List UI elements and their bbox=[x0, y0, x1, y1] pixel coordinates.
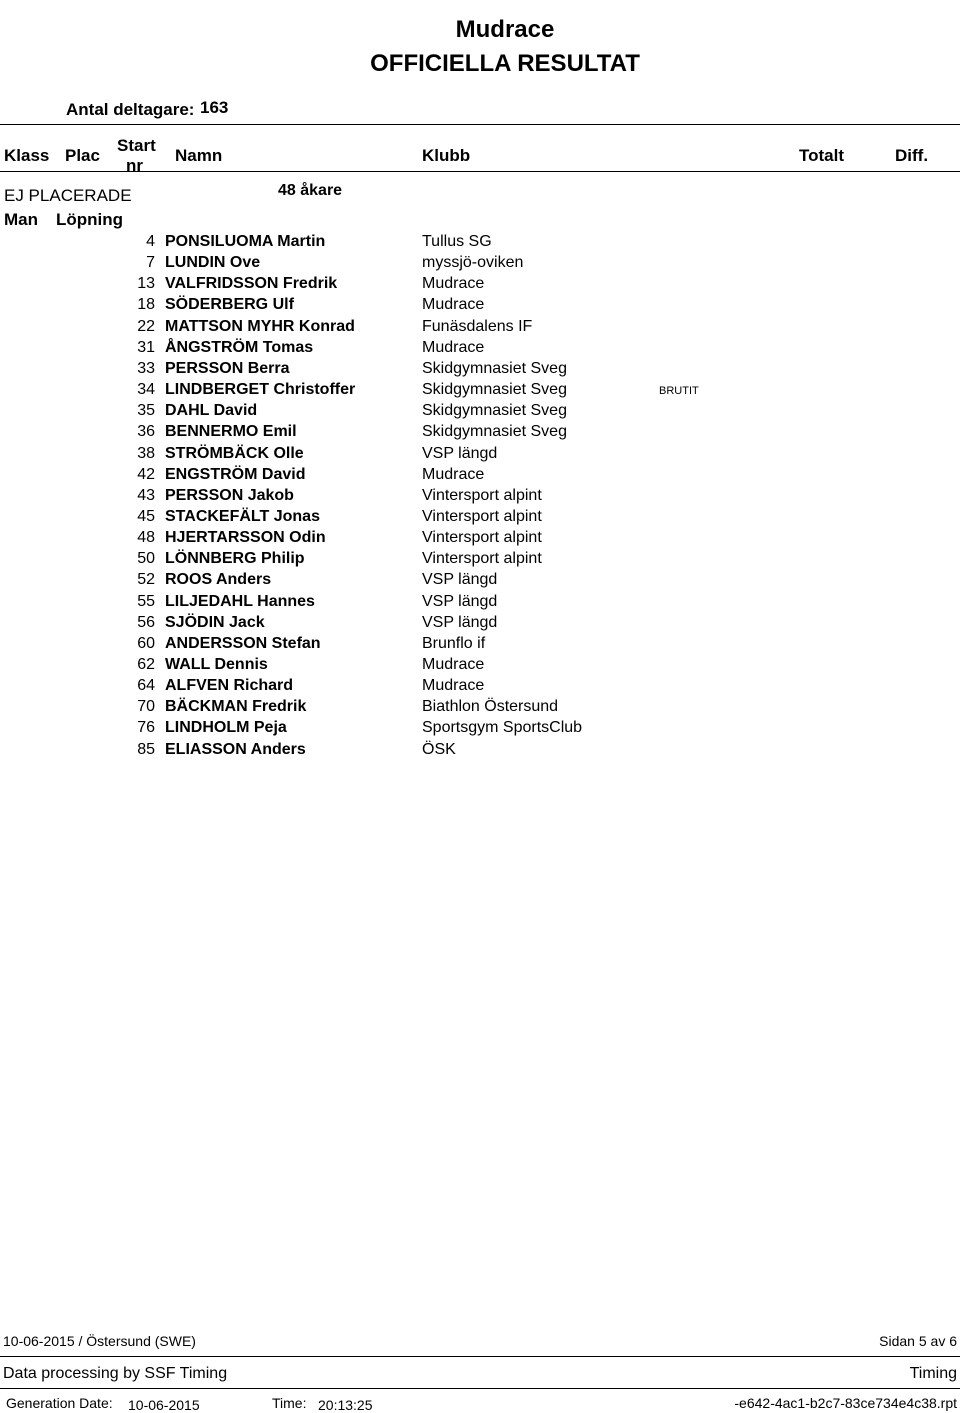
footer-rule-2 bbox=[0, 1388, 960, 1389]
club-name: VSP längd bbox=[422, 571, 498, 589]
athlete-name: ANDERSSON Stefan bbox=[165, 634, 321, 652]
col-start: Start bbox=[117, 136, 156, 155]
club-name: Mudrace bbox=[422, 275, 485, 293]
athlete-name: MATTSON MYHR Konrad bbox=[165, 317, 355, 335]
club-name: VSP längd bbox=[422, 592, 498, 610]
section-count: 48 åkare bbox=[278, 182, 343, 199]
start-nr: 18 bbox=[137, 296, 155, 314]
footer-page: Sidan 5 av 6 bbox=[879, 1333, 957, 1349]
start-nr: 85 bbox=[137, 740, 155, 758]
result-row bbox=[0, 318, 960, 339]
start-nr: 7 bbox=[146, 254, 155, 272]
club-name: Vintersport alpint bbox=[422, 529, 542, 547]
athlete-name: SJÖDIN Jack bbox=[165, 613, 265, 631]
result-row bbox=[0, 466, 960, 487]
result-row bbox=[0, 402, 960, 423]
start-nr: 33 bbox=[137, 359, 155, 377]
result-row bbox=[0, 508, 960, 529]
col-klubb: Klubb bbox=[422, 146, 471, 165]
participants-label: Antal deltagare: bbox=[66, 100, 195, 119]
participants-count: 163 bbox=[200, 98, 229, 117]
footer-file: -e642-4ac1-b2c7-83ce734e4c38.rpt bbox=[734, 1395, 957, 1411]
result-row bbox=[0, 529, 960, 550]
footer-time: 20:13:25 bbox=[318, 1397, 373, 1413]
athlete-name: PONSILUOMA Martin bbox=[165, 233, 326, 250]
header-rule bbox=[0, 124, 960, 125]
start-nr: 4 bbox=[146, 233, 155, 250]
start-nr: 35 bbox=[137, 402, 155, 420]
status-note: BRUTIT bbox=[659, 385, 699, 398]
start-nr: 38 bbox=[137, 444, 155, 462]
athlete-name: SÖDERBERG Ulf bbox=[165, 296, 294, 314]
result-row bbox=[0, 593, 960, 614]
col-plac: Plac bbox=[65, 146, 100, 165]
result-row bbox=[0, 635, 960, 656]
club-name: Vintersport alpint bbox=[422, 550, 542, 568]
col-totalt: Totalt bbox=[799, 146, 845, 165]
result-row bbox=[0, 233, 960, 254]
club-name: Vintersport alpint bbox=[422, 507, 542, 525]
start-nr: 70 bbox=[137, 698, 155, 716]
club-name: Mudrace bbox=[422, 296, 485, 314]
result-row bbox=[0, 571, 960, 592]
athlete-name: PERSSON Berra bbox=[165, 359, 290, 377]
start-nr: 76 bbox=[137, 719, 155, 737]
club-name: Skidgymnasiet Sveg bbox=[422, 423, 567, 441]
section-status: EJ PLACERADE bbox=[4, 186, 132, 205]
athlete-name: ÅNGSTRÖM Tomas bbox=[165, 338, 314, 356]
col-namn: Namn bbox=[175, 146, 223, 165]
club-name: Funäsdalens IF bbox=[422, 317, 533, 335]
athlete-name: BÄCKMAN Fredrik bbox=[165, 698, 307, 716]
footer-timing: Timing bbox=[909, 1365, 957, 1382]
athlete-name: STRÖMBÄCK Olle bbox=[165, 444, 304, 462]
start-nr: 42 bbox=[137, 465, 155, 483]
athlete-name: LINDHOLM Peja bbox=[165, 719, 287, 737]
footer-processing: Data processing by SSF Timing bbox=[3, 1365, 228, 1382]
club-name: Skidgymnasiet Sveg bbox=[422, 381, 567, 399]
club-name: Mudrace bbox=[422, 465, 485, 483]
club-name: ÖSK bbox=[422, 740, 456, 758]
club-name: VSP längd bbox=[422, 613, 498, 631]
club-name: Mudrace bbox=[422, 338, 485, 356]
athlete-name: ROOS Anders bbox=[165, 571, 272, 589]
start-nr: 13 bbox=[137, 275, 155, 293]
club-name: Brunflo if bbox=[422, 634, 486, 652]
athlete-name: PERSSON Jakob bbox=[165, 486, 294, 504]
result-row bbox=[0, 360, 960, 381]
athlete-name: STACKEFÄLT Jonas bbox=[165, 507, 320, 525]
start-nr: 34 bbox=[137, 381, 155, 399]
start-nr: 52 bbox=[137, 571, 155, 589]
athlete-name: BENNERMO Emil bbox=[165, 423, 297, 441]
athlete-name: WALL Dennis bbox=[165, 656, 268, 673]
start-nr: 43 bbox=[137, 486, 155, 504]
class-type: Löpning bbox=[56, 210, 124, 229]
club-name: Tullus SG bbox=[422, 233, 492, 250]
column-rule bbox=[0, 171, 960, 172]
start-nr: 31 bbox=[137, 338, 155, 356]
result-row bbox=[0, 614, 960, 635]
athlete-name: LILJEDAHL Hannes bbox=[165, 592, 315, 610]
start-nr: 60 bbox=[137, 634, 155, 652]
col-start-nr: nr bbox=[126, 156, 143, 175]
athlete-name: ALFVEN Richard bbox=[165, 677, 294, 695]
club-name: Vintersport alpint bbox=[422, 486, 542, 504]
footer-date-place: 10-06-2015 / Östersund (SWE) bbox=[3, 1333, 196, 1349]
result-row bbox=[0, 741, 960, 762]
start-nr: 62 bbox=[137, 656, 155, 673]
class-name: Man bbox=[4, 210, 38, 229]
start-nr: 56 bbox=[137, 613, 155, 631]
footer-time-label: Time: bbox=[272, 1395, 307, 1411]
result-row bbox=[0, 445, 960, 466]
footer-gen-date-label: Generation Date: bbox=[6, 1395, 113, 1411]
result-row bbox=[0, 296, 960, 317]
athlete-name: LINDBERGET Christoffer bbox=[165, 381, 356, 399]
result-row bbox=[0, 381, 960, 402]
club-name: Skidgymnasiet Sveg bbox=[422, 402, 567, 420]
result-row bbox=[0, 423, 960, 444]
start-nr: 22 bbox=[137, 317, 155, 335]
start-nr: 48 bbox=[137, 529, 155, 547]
athlete-name: LUNDIN Ove bbox=[165, 254, 261, 272]
result-row bbox=[0, 677, 960, 698]
athlete-name: VALFRIDSSON Fredrik bbox=[165, 275, 338, 293]
club-name: Skidgymnasiet Sveg bbox=[422, 359, 567, 377]
club-name: Mudrace bbox=[422, 656, 485, 673]
report-title: Mudrace bbox=[455, 16, 555, 43]
start-nr: 64 bbox=[137, 677, 155, 695]
report-subtitle: OFFICIELLA RESULTAT bbox=[370, 50, 640, 77]
start-nr: 36 bbox=[137, 423, 155, 441]
club-name: Sportsgym SportsClub bbox=[422, 719, 583, 737]
start-nr: 50 bbox=[137, 550, 155, 568]
footer-gen-date: 10-06-2015 bbox=[128, 1397, 200, 1413]
athlete-name: LÖNNBERG Philip bbox=[165, 550, 305, 568]
col-diff: Diff. bbox=[895, 146, 929, 165]
result-row bbox=[0, 339, 960, 360]
athlete-name: HJERTARSSON Odin bbox=[165, 529, 326, 547]
club-name: myssjö-oviken bbox=[422, 254, 524, 272]
result-row bbox=[0, 487, 960, 508]
footer-rule bbox=[0, 1356, 960, 1357]
result-row bbox=[0, 698, 960, 719]
athlete-name: ELIASSON Anders bbox=[165, 740, 306, 758]
result-row bbox=[0, 719, 960, 740]
club-name: Mudrace bbox=[422, 677, 485, 695]
start-nr: 55 bbox=[137, 592, 155, 610]
club-name: Biathlon Östersund bbox=[422, 698, 559, 716]
athlete-name: ENGSTRÖM David bbox=[165, 465, 306, 483]
result-row bbox=[0, 550, 960, 571]
athlete-name: DAHL David bbox=[165, 402, 258, 420]
result-row bbox=[0, 254, 960, 275]
club-name: VSP längd bbox=[422, 444, 498, 462]
start-nr: 45 bbox=[137, 507, 155, 525]
result-row bbox=[0, 275, 960, 296]
col-klass: Klass bbox=[4, 146, 50, 165]
result-row bbox=[0, 656, 960, 677]
